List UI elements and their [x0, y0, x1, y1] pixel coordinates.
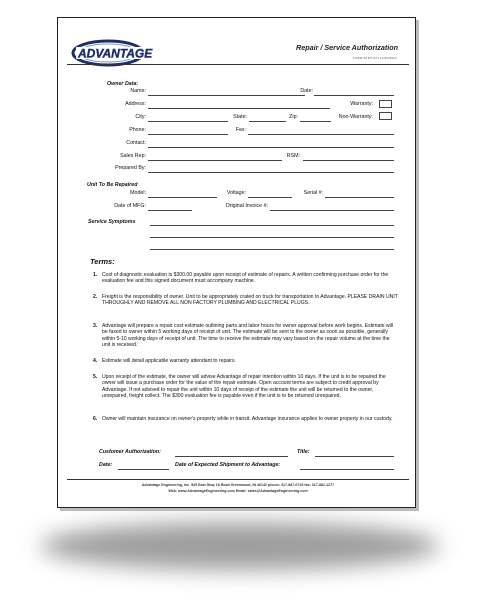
city-field[interactable] — [148, 121, 228, 122]
rsm-label: RSM: — [286, 153, 300, 159]
form-title: Repair / Service Authorization — [296, 43, 398, 52]
term-number: 5. — [93, 374, 98, 380]
prepared-by-field[interactable] — [148, 172, 394, 173]
term-item — [93, 294, 398, 307]
page-shadow — [40, 522, 440, 570]
footer-web: Web: www.AdvantageEngineering.com Email: sales@AdvantageEngineering.com — [168, 489, 308, 493]
date-mfg-label: Date of MFG: — [114, 203, 146, 209]
serial-label: Serial #: — [303, 190, 323, 196]
voltage-field[interactable] — [248, 197, 292, 198]
sig-date-field[interactable] — [118, 469, 169, 470]
term-item — [93, 416, 398, 422]
customer-authorization-label: Customer Authorization: — [99, 449, 161, 455]
owner-section-title: Owner Data: — [107, 81, 139, 87]
date-mfg-field[interactable] — [148, 210, 192, 211]
phone-field[interactable] — [148, 134, 228, 135]
svg-text:ADVANTAGE: ADVANTAGE — [78, 46, 153, 61]
model-field[interactable] — [148, 197, 217, 198]
name-label: Name: — [130, 88, 146, 94]
address-label: Address: — [125, 101, 146, 107]
term-number: 4. — [93, 358, 98, 364]
term-item — [93, 272, 398, 285]
phone-label: Phone: — [129, 127, 146, 133]
non-warranty-checkbox[interactable] — [379, 112, 392, 120]
term-text: Upon receipt of the estimate, the owner will advise Advantage of repair intention within 10 days. If the unit is to be repaired the owner will issue a purchase order for the value of the repair estimate. Open account terms are subject to credit approval by Advantage. If not advised to repair the unit within 10 days of receipt of the estimate the unit will be returned to the owner, unrepaired, freight collect. The $300 evaluation fee is payable even if the unit is to be returned unrepaired. — [102, 374, 386, 399]
warranty-checkbox[interactable] — [379, 100, 392, 108]
original-invoice-field[interactable] — [270, 210, 394, 211]
contact-field[interactable] — [148, 147, 394, 148]
fax-label: Fax: — [235, 127, 246, 133]
customer-authorization-field[interactable] — [175, 456, 288, 457]
state-label: State: — [233, 114, 247, 120]
warranty-label: Warranty: — [350, 101, 373, 107]
original-invoice-label: Original Invoice #: — [225, 203, 268, 209]
sig-date-label: Date: — [99, 462, 113, 468]
expected-shipment-field[interactable] — [300, 469, 394, 470]
address-field[interactable] — [148, 108, 330, 109]
prepared-by-label: Prepared By: — [115, 165, 146, 171]
expected-shipment-label: Date of Expected Shipment to Advantage: — [175, 462, 281, 468]
voltage-label: Voltage: — [226, 190, 246, 196]
title-label: Title: — [297, 449, 310, 455]
term-text: Owner will maintain insurance on owner's property while in transit. Advantage insurance applies to owner property in our custody. — [102, 416, 393, 422]
term-number: 2. — [93, 294, 98, 300]
contact-label: Contact: — [126, 140, 146, 146]
state-field[interactable] — [249, 121, 286, 122]
serial-field[interactable] — [325, 197, 394, 198]
symptoms-line-1[interactable] — [150, 225, 394, 226]
header-rule — [67, 64, 409, 65]
term-text: Advantage will prepare a repair cost estimate outlining parts and labor hours for owner approval before work begins. Estimate will be faxed to owner within 5 working days of receipt of unit. The estimate will be sent to the owner as soon as possible, generally within 5-10 working days of receipt of unit. The time to receive the estimate may vary based on the repair volume at the time the unit is received. — [102, 323, 394, 348]
form-number: FORM #ADV-071 12/20/2021 — [353, 56, 397, 60]
zip-label: Zip: — [289, 114, 298, 120]
term-text: Cost of diagnostic evaluation is $300.00 payable upon receipt of estimate of repairs. A written confirming purchase order for the evaluation fee and this signed document must accompany machine. — [102, 272, 389, 285]
service-symptoms-title: Service Symptoms — [88, 219, 136, 225]
term-text: Estimate will detail applicable warranty attendant to repairs. — [102, 358, 236, 364]
term-text: Freight is the responsibility of owner. Unit to be appropriately crated on truck for transportation to Advantage. PLEASE DRAIN UNIT THROUGHLY AND REMOVE ALL NON FACTORY PLUMBING AND ELECTRICAL PLUGS. — [102, 294, 398, 307]
non-warranty-label: Non-Warranty: — [338, 114, 373, 120]
symptoms-line-2[interactable] — [150, 237, 394, 238]
fax-field[interactable] — [248, 134, 394, 135]
symptoms-line-3[interactable] — [150, 249, 394, 250]
term-number: 1. — [93, 272, 98, 278]
name-field[interactable] — [148, 95, 305, 96]
rsm-field[interactable] — [303, 160, 394, 161]
zip-field[interactable] — [300, 121, 331, 122]
footer-rule — [67, 479, 409, 480]
term-item — [93, 323, 398, 348]
term-number: 6. — [93, 416, 98, 422]
date-field[interactable] — [314, 95, 394, 96]
date-label: Date: — [300, 88, 313, 94]
sales-rep-field[interactable] — [148, 160, 282, 161]
terms-title: Terms: — [90, 257, 115, 266]
footer-address: Advantage Engineering, Inc. 525 East Stop 18 Road Greenwood, IN 46142 phone: 317-887-0729 fax: 317-881-1277 — [141, 483, 335, 487]
sales-rep-label: Sales Rep: — [120, 153, 146, 159]
unit-section-title: Unit To Be Repaired — [87, 182, 138, 188]
model-label: Model: — [130, 190, 146, 196]
city-label: City: — [135, 114, 146, 120]
term-item — [93, 358, 398, 364]
term-number: 3. — [93, 323, 98, 329]
title-field[interactable] — [315, 456, 394, 457]
term-item — [93, 374, 398, 399]
